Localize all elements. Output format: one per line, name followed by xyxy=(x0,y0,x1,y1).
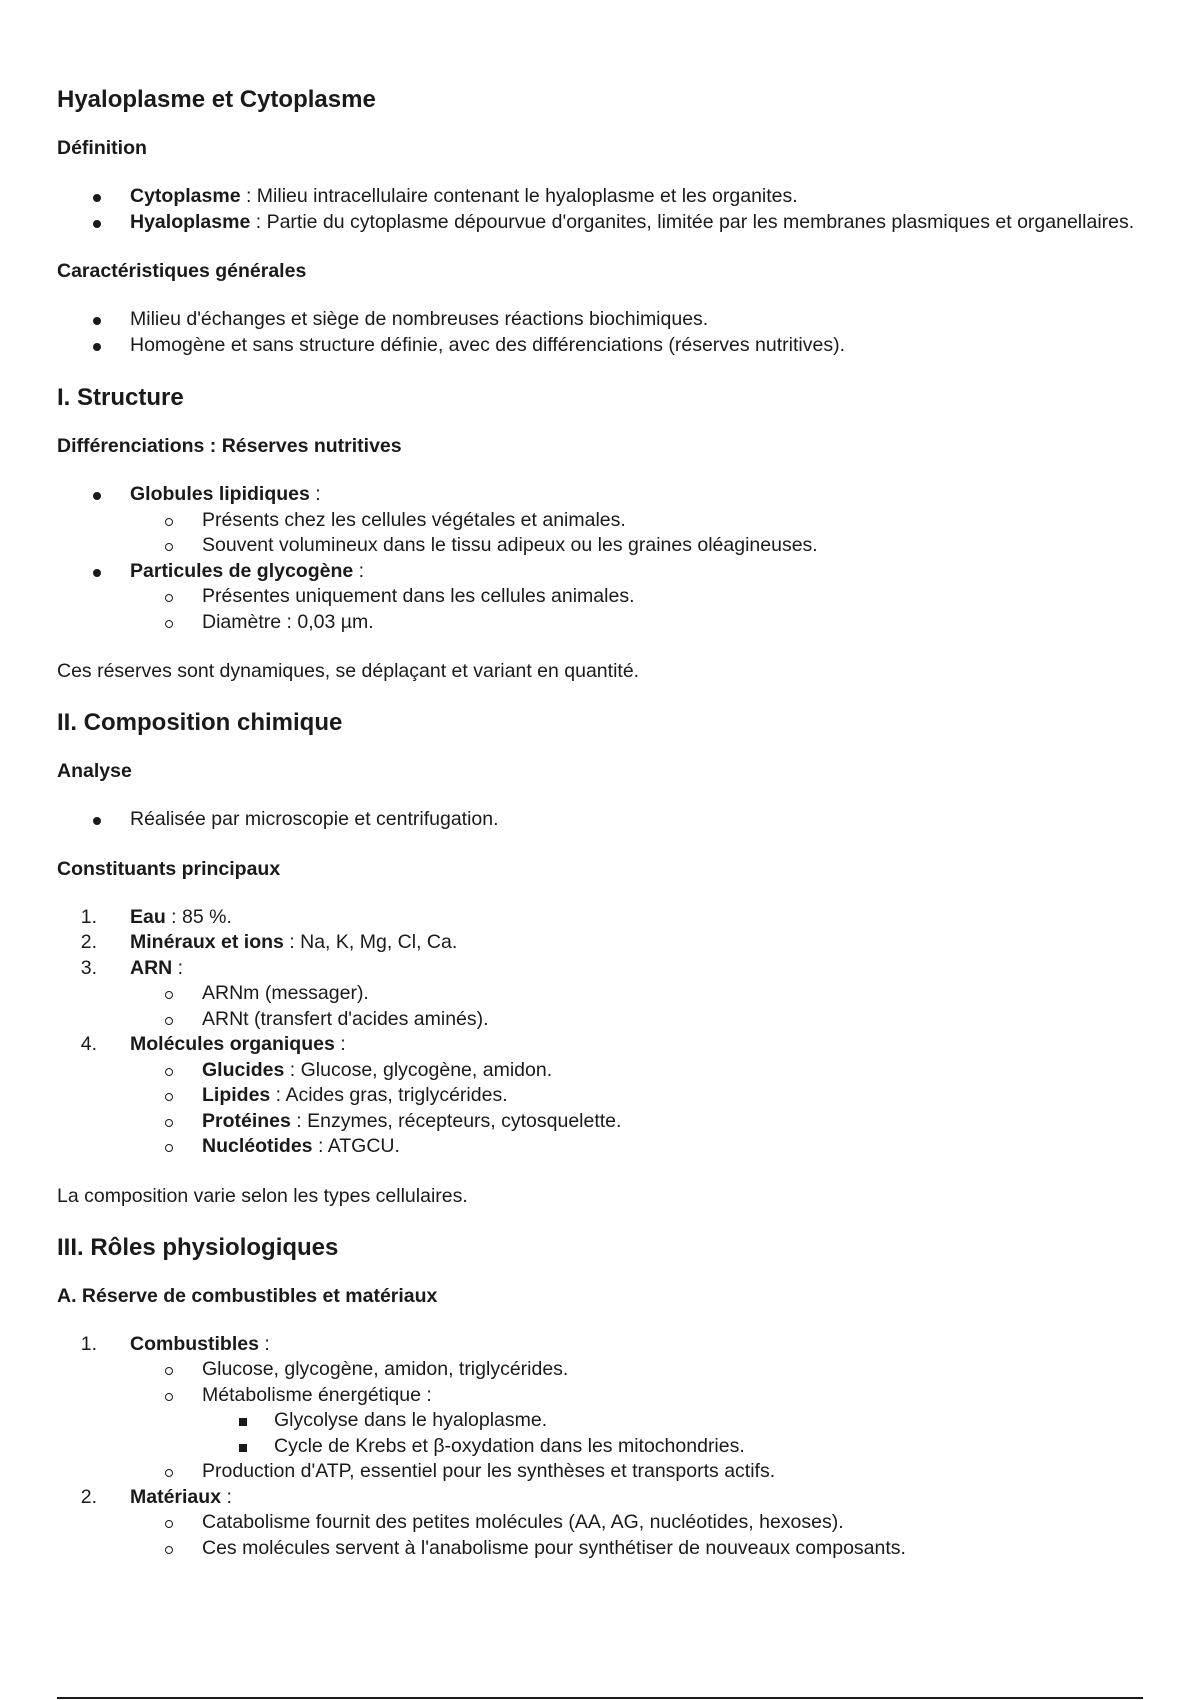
list-item xyxy=(57,1134,1147,1160)
list-item xyxy=(57,184,1147,210)
document-title: Hyaloplasme et Cytoplasme xyxy=(57,86,376,113)
list-item-text: Production d'ATP, essentiel pour les synthèses et transports actifs. xyxy=(202,1460,776,1482)
list-item xyxy=(57,533,1147,559)
term: Minéraux et ions xyxy=(130,931,284,953)
list-item-text: Ces molécules servent à l'anabolisme pour synthétiser de nouveaux composants. xyxy=(202,1536,906,1559)
constituants-list xyxy=(57,905,1147,1160)
term: Lipides xyxy=(202,1084,271,1106)
term-suffix: : xyxy=(258,1332,270,1355)
section-composition-heading: II. Composition chimique xyxy=(57,709,343,736)
term: Glucides xyxy=(202,1058,285,1081)
structure-note: Ces réserves sont dynamiques, se déplaçant et variant en quantité. xyxy=(57,660,640,682)
composition-note: La composition varie selon les types cellulaires. xyxy=(57,1184,468,1207)
circle-bullet-icon xyxy=(165,1367,173,1375)
term-definition: : Glucose, glycogène, amidon. xyxy=(284,1058,553,1081)
term-definition: : ATGCU. xyxy=(312,1135,400,1157)
list-item xyxy=(57,482,1147,508)
circle-bullet-icon xyxy=(165,1546,173,1554)
caracteristiques-list xyxy=(57,307,1147,358)
list-item xyxy=(57,307,1147,333)
term: Protéines xyxy=(202,1109,291,1132)
term-suffix: : xyxy=(334,1033,346,1055)
term: Molécules organiques xyxy=(130,1033,335,1055)
circle-bullet-icon xyxy=(165,620,173,628)
list-item-text: Diamètre : 0,03 µm. xyxy=(202,610,374,633)
term: Combustibles xyxy=(130,1332,259,1355)
roles-list xyxy=(57,1332,1147,1562)
list-item xyxy=(57,584,1147,610)
analyse-list xyxy=(57,807,1147,833)
list-item xyxy=(57,1408,1147,1434)
list-item-text: Souvent volumineux dans le tissu adipeux ou les graines oléagineuses. xyxy=(202,534,818,556)
term-suffix: : xyxy=(353,559,365,582)
list-item xyxy=(57,610,1147,636)
list-number: 2. xyxy=(80,931,97,953)
circle-bullet-icon xyxy=(165,518,173,526)
list-item xyxy=(57,1536,1147,1562)
square-bullet-icon xyxy=(239,1444,247,1452)
structure-subheading: Différenciations : Réserves nutritives xyxy=(57,435,402,457)
list-item xyxy=(57,930,1147,956)
list-item xyxy=(57,1485,1147,1511)
list-item-text: Réalisée par microscopie et centrifugation. xyxy=(130,808,499,830)
list-item xyxy=(57,508,1147,534)
list-number: 1. xyxy=(80,905,97,928)
bullet-icon xyxy=(93,492,101,500)
list-item xyxy=(57,1459,1147,1485)
term: Globules lipidiques xyxy=(130,483,310,505)
term-definition: : Na, K, Mg, Cl, Ca. xyxy=(283,931,458,953)
list-item-text: Homogène et sans structure définie, avec des différenciations (réserves nutritives). xyxy=(130,333,845,356)
term-suffix: : xyxy=(172,956,184,979)
circle-bullet-icon xyxy=(165,1469,173,1477)
list-number: 4. xyxy=(80,1033,97,1055)
list-item-text: Cycle de Krebs et β-oxydation dans les mitochondries. xyxy=(274,1434,745,1457)
list-item xyxy=(57,1007,1147,1033)
term: Particules de glycogène xyxy=(130,559,354,582)
circle-bullet-icon xyxy=(165,1144,173,1152)
list-item-text: ARNm (messager). xyxy=(202,982,369,1004)
list-item-text: Présents chez les cellules végétales et animales. xyxy=(202,508,626,531)
term-definition: : Milieu intracellulaire contenant le hyaloplasme et les organites. xyxy=(240,185,798,207)
square-bullet-icon xyxy=(239,1418,247,1426)
list-item-text: Glucose, glycogène, amidon, triglycérides. xyxy=(202,1358,569,1380)
list-item-text: Catabolisme fournit des petites molécules (AA, AG, nucléotides, hexoses). xyxy=(202,1511,844,1533)
section-roles-heading: III. Rôles physiologiques xyxy=(57,1233,339,1261)
list-item xyxy=(57,1083,1147,1109)
bullet-icon xyxy=(93,343,101,351)
term: Hyaloplasme xyxy=(130,210,251,233)
term-definition: : Acides gras, triglycérides. xyxy=(270,1084,508,1106)
list-item xyxy=(57,1434,1147,1460)
list-item xyxy=(57,1510,1147,1536)
circle-bullet-icon xyxy=(165,543,173,551)
term-suffix: : xyxy=(221,1485,232,1508)
term: Eau xyxy=(130,905,166,928)
list-item-text: Métabolisme énergétique : xyxy=(202,1383,432,1406)
list-item-text: Glycolyse dans le hyaloplasme. xyxy=(274,1409,548,1431)
list-number: 3. xyxy=(80,956,97,979)
bullet-icon xyxy=(93,817,101,825)
horizontal-rule xyxy=(57,1697,1143,1699)
term-definition: : Enzymes, récepteurs, cytosquelette. xyxy=(290,1109,622,1132)
definition-list xyxy=(57,184,1147,235)
term-definition: : Partie du cytoplasme dépourvue d'organites, limitée par les membranes plasmiques et organellaires. xyxy=(250,210,1135,233)
list-item xyxy=(57,1332,1147,1358)
roles-subheading: A. Réserve de combustibles et matériaux xyxy=(57,1284,438,1307)
definition-heading: Définition xyxy=(57,137,147,159)
list-item xyxy=(57,333,1147,359)
bullet-icon xyxy=(93,317,101,325)
term-definition: : 85 %. xyxy=(165,905,232,928)
circle-bullet-icon xyxy=(165,1520,173,1528)
circle-bullet-icon xyxy=(165,1017,173,1025)
section-structure-heading: I. Structure xyxy=(57,384,184,411)
bullet-icon xyxy=(93,220,101,228)
analyse-heading: Analyse xyxy=(57,760,132,782)
list-item xyxy=(57,1109,1147,1135)
term: ARN xyxy=(130,956,173,979)
term-suffix: : xyxy=(309,483,321,505)
circle-bullet-icon xyxy=(165,594,173,602)
list-item xyxy=(57,807,1147,833)
bullet-icon xyxy=(93,194,101,202)
list-item xyxy=(57,210,1147,236)
list-item xyxy=(57,1058,1147,1084)
term: Matériaux xyxy=(130,1485,222,1508)
circle-bullet-icon xyxy=(165,1093,173,1101)
list-item xyxy=(57,1357,1147,1383)
list-item xyxy=(57,1032,1147,1058)
circle-bullet-icon xyxy=(165,1068,173,1076)
list-item xyxy=(57,981,1147,1007)
reserves-list xyxy=(57,482,1147,635)
list-number: 1. xyxy=(80,1332,97,1355)
bullet-icon xyxy=(93,569,101,577)
list-number: 2. xyxy=(80,1485,97,1508)
term: Cytoplasme xyxy=(130,185,241,207)
constituants-heading: Constituants principaux xyxy=(57,857,281,880)
list-item xyxy=(57,956,1147,982)
list-item-text: ARNt (transfert d'acides aminés). xyxy=(202,1007,489,1030)
document-body xyxy=(57,84,1147,1561)
circle-bullet-icon xyxy=(165,1119,173,1127)
list-item xyxy=(57,1383,1147,1409)
caracteristiques-heading: Caractéristiques générales xyxy=(57,260,307,282)
list-item xyxy=(57,559,1147,585)
list-item-text: Milieu d'échanges et siège de nombreuses réactions biochimiques. xyxy=(130,308,709,330)
list-item xyxy=(57,905,1147,931)
circle-bullet-icon xyxy=(165,991,173,999)
circle-bullet-icon xyxy=(165,1393,173,1401)
list-item-text: Présentes uniquement dans les cellules animales. xyxy=(202,585,635,607)
term: Nucléotides xyxy=(202,1135,313,1157)
